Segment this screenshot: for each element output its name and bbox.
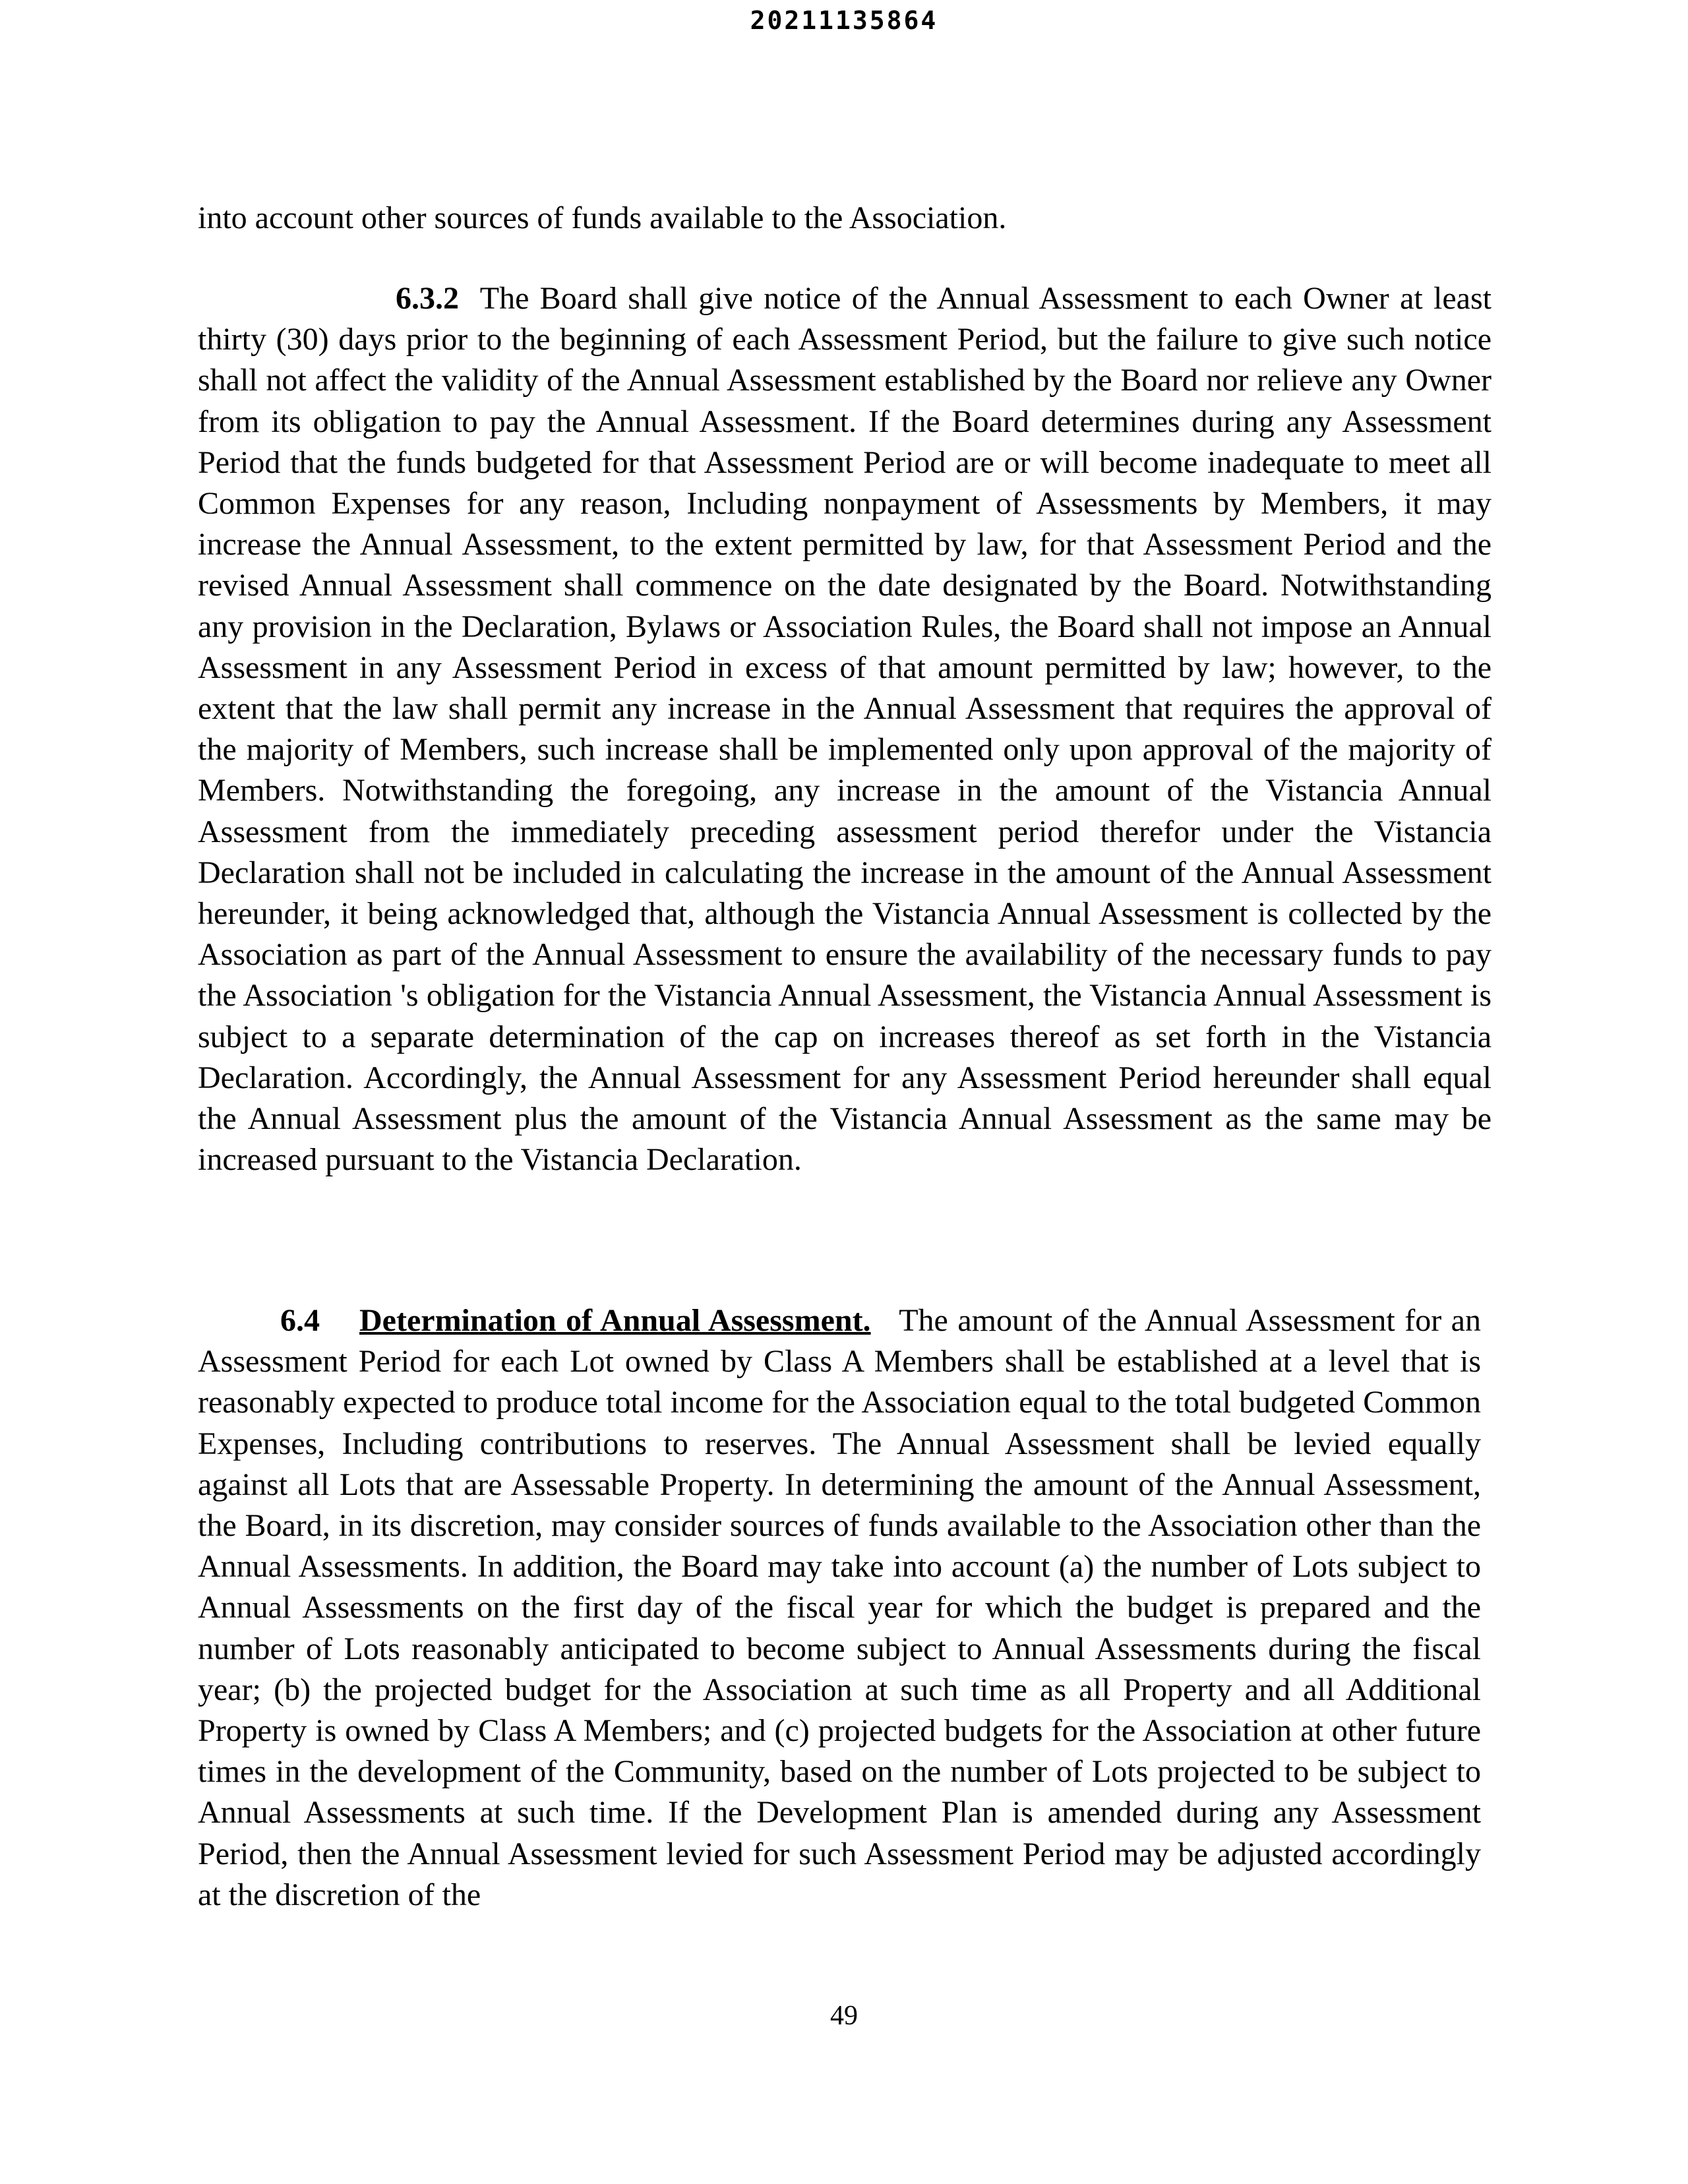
section-6-3-2-paragraph bbox=[198, 278, 1492, 1180]
document-number: 20211135864 bbox=[750, 6, 938, 35]
section-heading: Determination of Annual Assessment. bbox=[359, 1303, 871, 1338]
section-text: The Board shall give notice of the Annual Assessment to each Owner at least thirty (30) days prior to the beginning of each Assessment Period, but the failure to give such notice shall not affect the validity of the Annual Assessment established by the Board nor relieve any Owner from its obligation to pay the Annual Assessment. If the Board determines during any Assessment Period that the funds budgeted for that Assessment Period are or will become inadequate to meet all Common Expenses for any reason, Including nonpayment of Assessments by Members, it may increase the Annual Assessment, to the extent permitted by law, for that Assessment Period and the revised Annual Assessment shall commence on the date designated by the Board. Notwithstanding any provision in the Declaration, Bylaws or Association Rules, the Board shall not impose an Annual Assessment in any Assessment Period in excess of that amount permitted by law; however, to the extent that the law shall permit any increase in the Annual Assessment that requires the approval of the majority of Members, such increase shall be implemented only upon approval of the majority of Members. Notwithstanding the foregoing, any increase in the amount of the Vistancia Annual Assessment from the immediately preceding assessment period therefor under the Vistancia Declaration shall not be included in calculating the increase in the amount of the Annual Assessment hereunder, it being acknowledged that, although the Vistancia Annual Assessment is collected by the Association as part of the Annual Assessment to ensure the availability of the necessary funds to pay the Association 's obligation for the Vistancia Annual Assessment, the Vistancia Annual Assessment is subject to a separate determination of the cap on increases thereof as set forth in the Vistancia Declaration. Accordingly, the Annual Assessment for any Assessment Period hereunder shall equal the Annual Assessment plus the amount of the Vistancia Annual Assessment as the same may be increased pursuant to the Vistancia Declaration. bbox=[198, 281, 1492, 1178]
section-text: The amount of the Annual Assessment for an Assessment Period for each Lot owned by Class A Members shall be established at a level that is reasonably expected to produce total income for the Association equal to the total budgeted Common Expenses, Including contributions to reserves. The Annual Assessment shall be levied equally against all Lots that are Assessable Property. In determining the amount of the Annual Assessment, the Board, in its discretion, may consider sources of funds available to the Association other than the Annual Assessments. In addition, the Board may take into account (a) the number of Lots subject to Annual Assessments on the first day of the fiscal year for which the budget is prepared and the number of Lots reasonably anticipated to become subject to Annual Assessments during the fiscal year; (b) the projected budget for the Association at such time as all Property and all Additional Property is owned by Class A Members; and (c) projected budgets for the Association at other future times in the development of the Community, based on the number of Lots projected to be subject to Annual Assessments at such time. If the Development Plan is amended during any Assessment Period, then the Annual Assessment levied for such Assessment Period may be adjusted accordingly at the discretion of the bbox=[198, 1303, 1481, 1912]
continuation-line: into account other sources of funds available to the Association. bbox=[198, 200, 1007, 235]
page-number: 49 bbox=[830, 2001, 858, 2031]
section-6-4-paragraph bbox=[198, 1300, 1481, 1916]
section-number: 6.4 bbox=[280, 1303, 320, 1338]
section-number: 6.3.2 bbox=[396, 281, 459, 316]
